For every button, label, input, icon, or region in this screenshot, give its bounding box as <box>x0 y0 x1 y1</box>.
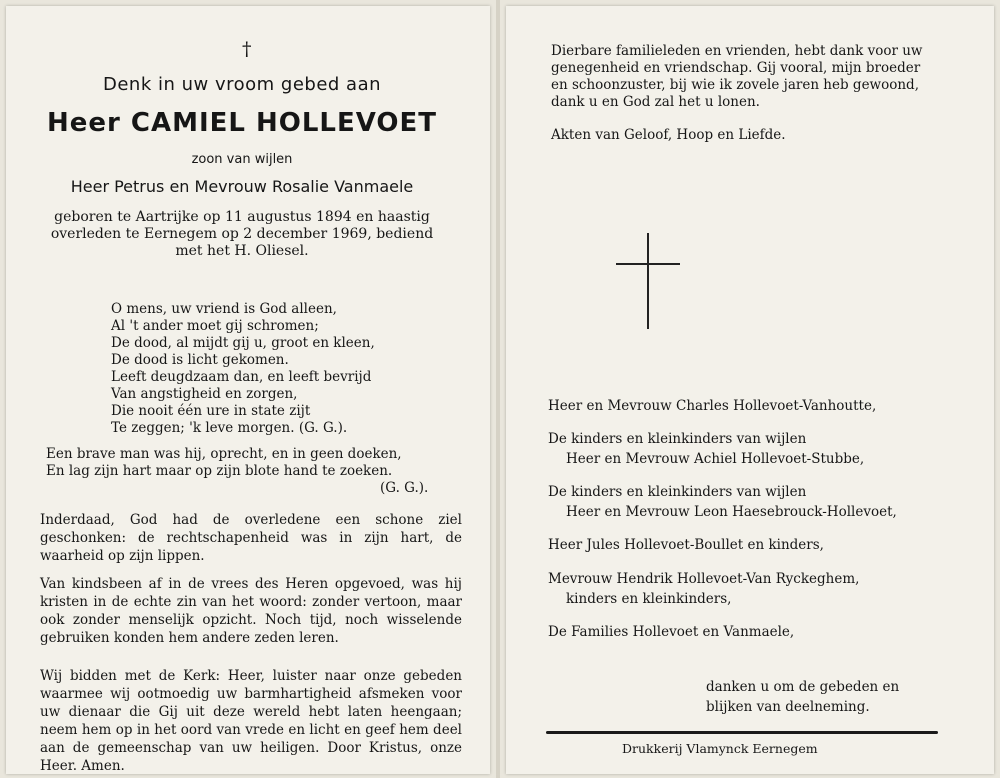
family-line: Heer en Mevrouw Leon Haesebrouck-Hollevoet, <box>566 504 897 520</box>
quote-line: Een brave man was hij, oprecht, en in geen doeken, <box>46 446 402 462</box>
family-line: Heer en Mevrouw Achiel Hollevoet-Stubbe, <box>566 451 865 467</box>
intro-line: Denk in uw vroom gebed aan <box>102 74 382 95</box>
poem-line: De dood is licht gekomen. <box>111 352 289 368</box>
deceased-name: Heer CAMIEL HOLLEVOET <box>46 108 438 138</box>
poem-line: Leeft deugdzaam dan, en leeft bevrijd <box>111 369 372 385</box>
poem-line: Van angstigheid en zorgen, <box>111 386 298 402</box>
family-line: kinders en kleinkinders, <box>566 591 732 607</box>
quote-attribution: (G. G.). <box>380 480 429 496</box>
family-line: De Families Hollevoet en Vanmaele, <box>548 624 795 640</box>
thanks-line: en schoonzuster, bij wie ik zovele jaren heb gewoond, <box>551 77 919 93</box>
poem-line: Die nooit één ure in state zijt <box>111 403 311 419</box>
son-of-line: zoon van wijlen <box>191 152 293 167</box>
birth-line: overleden te Eernegem op 2 december 1969, bediend <box>50 226 434 242</box>
printer-credit: Drukkerij Vlamynck Eernegem <box>622 741 818 756</box>
cross-symbol: † <box>242 38 252 60</box>
birth-line: met het H. Oliesel. <box>175 243 309 259</box>
paragraph-soul: Inderdaad, God had de overledene een schone ziel geschonken: de rechtschapenheid was in zijn hart, de waarheid op zijn lippen. <box>40 512 462 564</box>
poem-line: Al 't ander moet gij schromen; <box>111 318 319 334</box>
closing-line: danken u om de gebeden en <box>706 679 900 695</box>
paragraph-prayer: Wij bidden met de Kerk: Heer, luister naar onze gebeden waarmee wij ootmoedig uw barmhartigheid afsmeken voor uw dienaar die Gij uit deze wereld hebt laten heengaan; neem hem op in het oord van vrede en licht en geef hem deel aan de gemeenschap van uw heiligen. Door Kristus, onze Heer. Amen. <box>40 668 462 774</box>
family-line: De kinders en kleinkinders van wijlen <box>548 484 807 500</box>
poem-line: O mens, uw vriend is God alleen, <box>111 301 337 317</box>
cross-icon <box>616 233 680 329</box>
paragraph-faith: Van kindsbeen af in de vrees des Heren opgevoed, was hij kristen in de echte zin van het woord: zonder vertoon, maar ook zonder menselijk opzicht. Noch tijd, noch wisselende gebruiken konden hem andere zeden leren. <box>40 576 462 646</box>
thanks-line: dank u en God zal het u lonen. <box>551 94 760 110</box>
thanks-line: Dierbare familieleden en vrienden, hebt dank voor uw <box>551 43 923 59</box>
right-page <box>506 6 994 774</box>
poem-line: De dood, al mijdt gij u, groot en kleen, <box>111 335 375 351</box>
divider-rule <box>546 731 938 734</box>
thanks-line: genegenheid en vriendschap. Gij vooral, mijn broeder <box>551 60 921 76</box>
poem-line: Te zeggen; 'k leve morgen. (G. G.). <box>111 420 348 436</box>
parents-line: Heer Petrus en Mevrouw Rosalie Vanmaele <box>70 177 414 196</box>
family-line: Mevrouw Hendrik Hollevoet-Van Ryckeghem, <box>548 571 860 587</box>
card-fold <box>496 0 500 778</box>
quote-line: En lag zijn hart maar op zijn blote hand te zoeken. <box>46 463 393 479</box>
birth-line: geboren te Aartrijke op 11 augustus 1894 en haastig <box>54 209 430 225</box>
family-line: Heer Jules Hollevoet-Boullet en kinders, <box>548 537 824 553</box>
family-line: De kinders en kleinkinders van wijlen <box>548 431 807 447</box>
acts-line: Akten van Geloof, Hoop en Liefde. <box>551 127 786 143</box>
family-line: Heer en Mevrouw Charles Hollevoet-Vanhoutte, <box>548 398 877 414</box>
closing-line: blijken van deelneming. <box>706 699 870 715</box>
